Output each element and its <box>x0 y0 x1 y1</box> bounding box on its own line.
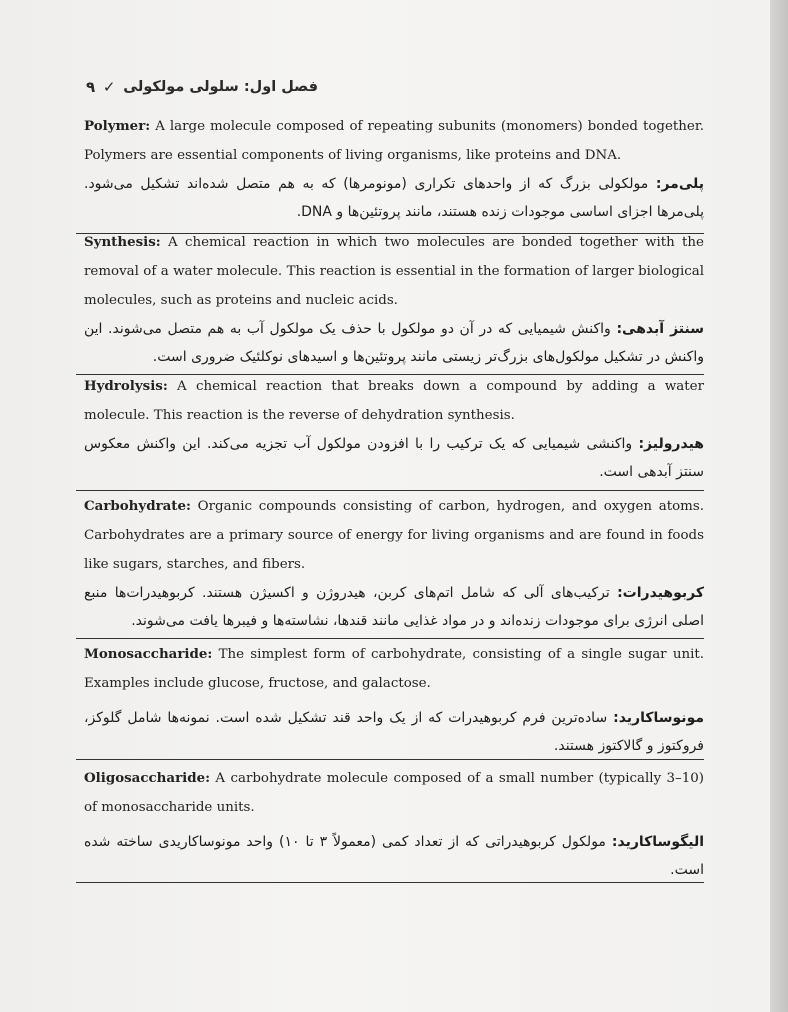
book-spine <box>770 0 788 1012</box>
persian-definition <box>84 579 704 635</box>
glossary-entry <box>84 764 704 884</box>
english-definition <box>84 492 704 579</box>
english-term: Polymer: <box>84 118 151 134</box>
persian-term: پلی‌مر: <box>655 176 704 192</box>
english-text: A chemical reaction in which two molecules are bonded together with the removal of a water molecule. This reaction is essential in the formation of larger biological molecules, such as proteins and nucleic acids. <box>84 235 704 308</box>
divider <box>76 490 704 491</box>
english-definition <box>84 640 704 698</box>
english-definition <box>84 372 704 430</box>
persian-definition <box>84 315 704 371</box>
glossary-entry <box>84 492 704 635</box>
persian-text: ترکیب‌های آلی که شامل اتم‌های کربن، هیدروژن و اکسیژن هستند. کربوهیدرات‌ها منبع اصلی انرژی برای موجودات زنده‌اند و در مواد غذایی مانند قندها، نشاسته‌ها و فیبرها یافت می‌شوند. <box>84 585 704 629</box>
page-number: ۹ <box>86 78 96 96</box>
running-header <box>86 78 318 96</box>
english-definition <box>84 764 704 822</box>
divider <box>76 882 704 883</box>
glossary-entry <box>84 640 704 760</box>
persian-term: مونوساکارید: <box>613 710 705 726</box>
english-term: Oligosaccharide: <box>84 770 211 786</box>
english-term: Monosaccharide: <box>84 646 213 662</box>
persian-text: مولکول کربوهیدراتی که از تعداد کمی (معمولاً ۳ تا ۱۰) واحد مونوساکاریدی ساخته شده است. <box>84 834 704 878</box>
english-text: A large molecule composed of repeating subunits (monomers) bonded together. Polymers are essential components of living organisms, like proteins and DNA. <box>84 119 705 163</box>
persian-text: ساده‌ترین فرم کربوهیدرات که از یک واحد قند تشکیل شده است. نمونه‌ها شامل گلوکز، فروکتوز و گالاکتوز هستند. <box>84 710 704 754</box>
persian-term: هیدرولیز: <box>638 436 704 452</box>
english-term: Carbohydrate: <box>84 498 191 514</box>
english-text: Organic compounds consisting of carbon, hydrogen, and oxygen atoms. Carbohydrates are a primary source of energy for living organisms and are found in foods like sugars, starches, and fibers. <box>84 499 704 572</box>
english-text: A chemical reaction that breaks down a compound by adding a water molecule. This reaction is the reverse of dehydration synthesis. <box>84 379 704 423</box>
english-text: The simplest form of carbohydrate, consisting of a single sugar unit. Examples include glucose, fructose, and galactose. <box>84 647 704 691</box>
persian-term: الیگوساکارید: <box>611 834 705 850</box>
english-term: Synthesis: <box>84 234 161 250</box>
divider <box>76 638 704 639</box>
check-mark-icon: ✓ <box>102 78 116 96</box>
english-definition <box>84 112 704 170</box>
persian-term: سنتز آبدهی: <box>616 321 704 337</box>
persian-text: واکنش شیمیایی که در آن دو مولکول با حذف یک مولکول آب به هم متصل می‌شوند. این واکنش در تشکیل مولکول‌های بزرگ‌تر زیستی مانند پروتئین‌ها و اسیدهای نوکلئیک ضروری است. <box>84 321 704 365</box>
persian-definition <box>84 430 704 486</box>
persian-definition <box>84 704 704 760</box>
glossary-entry <box>84 372 704 486</box>
persian-term: کربوهیدرات: <box>617 585 704 601</box>
persian-definition <box>84 170 704 226</box>
glossary-entry <box>84 112 704 226</box>
english-definition <box>84 228 704 315</box>
persian-text: واکنشی شیمیایی که یک ترکیب را با افزودن مولکول آب تجزیه می‌کند. این واکنش معکوس سنتز آبدهی است. <box>84 436 704 480</box>
persian-definition <box>84 828 704 884</box>
divider <box>76 759 704 760</box>
persian-text: مولکولی بزرگ که از واحدهای تکراری (مونومرها) که به هم متصل شده‌اند تشکیل می‌شود. پلی‌مرها اجزای اساسی موجودات زنده هستند، مانند پروتئین‌ها و DNA. <box>84 176 704 220</box>
english-text: A carbohydrate molecule composed of a small number (typically 3–10) of monosaccharide units. <box>84 771 704 815</box>
glossary-entry <box>84 228 704 371</box>
english-term: Hydrolysis: <box>84 378 168 394</box>
chapter-title: فصل اول: سلولی مولکولی <box>123 79 318 95</box>
